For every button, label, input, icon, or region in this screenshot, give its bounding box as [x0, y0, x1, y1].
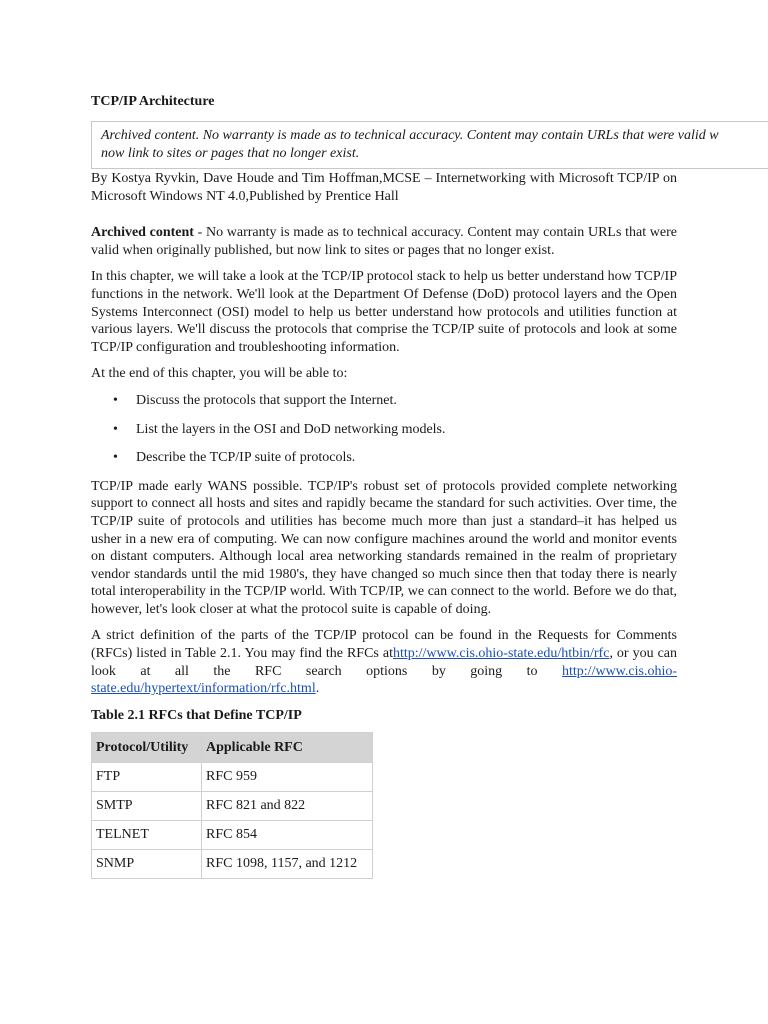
rfc-text-3: .: [315, 681, 320, 697]
page-title: TCP/IP Architecture: [91, 94, 215, 109]
rfc-text-2: , or you can look at all the RFC search options by going to: [91, 646, 678, 679]
list-item: • Describe the TCP/IP suite of protocols.: [91, 449, 677, 467]
archive-notice-line1: Archived content. No warranty is made as to technical accuracy. Content may contain URLs that were valid w: [101, 128, 719, 143]
table-header-row: [92, 733, 373, 763]
rfc-link-hypertext[interactable]: http://www.cis.ohio-state.edu/hypertext/information/rfc.html: [91, 663, 677, 697]
archived-content-text: - No warranty is made as to technical accuracy. Content may contain URLs that were valid when originally published, but now link to sites or pages that no longer exist.: [91, 225, 677, 258]
protocol-cell: SNMP: [92, 850, 202, 879]
archived-content-paragraph: [91, 224, 677, 259]
rfc-cell: RFC 821 and 822: [202, 792, 373, 821]
rfc-cell: RFC 959: [202, 763, 373, 792]
protocol-cell: SMTP: [92, 792, 202, 821]
archive-notice-text: [101, 127, 768, 163]
list-item: • Discuss the protocols that support the Internet.: [91, 392, 677, 410]
table-row: [92, 763, 373, 792]
protocol-cell: TELNET: [92, 821, 202, 850]
protocol-cell: FTP: [92, 763, 202, 792]
column-header-protocol: Protocol/Utility: [92, 733, 202, 763]
byline: By Kostya Ryvkin, Dave Houde and Tim Hoffman,MCSE – Internetworking with Microsoft TCP/IP on Microsoft Windows NT 4.0,Published by Prentice Hall: [91, 171, 677, 204]
rfc-cell: RFC 1098, 1157, and 1212: [202, 850, 373, 879]
rfc-paragraph: [91, 627, 677, 697]
archive-notice-line2: now link to sites or pages that no longer exist.: [101, 146, 360, 161]
table-row: [92, 821, 373, 850]
table-row: [92, 792, 373, 821]
objectives-list: [91, 392, 677, 467]
wans-paragraph: TCP/IP made early WANS possible. TCP/IP's robust set of protocols provided complete networking support to connect all hosts and sites and rapidly became the standard for such activities. Over time, the TCP/IP suite of protocols and utilities has become much more than just a standard–it has helped us usher in a new era of computing. We can now configure machines around the world and monitor events on distant computers. Although local area networking standards remained in the realm of proprietary vendor standards until the mid 1980's, they have changed so much since then that today there is nearly total interoperability in the TCP/IP world. With TCP/IP, we can connect to the world. Before we do that, however, let's look closer at what the protocol suite is capable of doing.: [91, 478, 677, 617]
rfc-link-htbin[interactable]: http://www.cis.ohio-state.edu/htbin/rfc: [392, 646, 610, 662]
rfc-text-1: A strict definition of the parts of the TCP/IP protocol can be found in the Requests for Comments (RFCs) listed in Table 2.1. You may find the RFCs at: [91, 628, 677, 662]
table-caption: Table 2.1 RFCs that Define TCP/IP: [91, 707, 302, 723]
objectives-intro: At the end of this chapter, you will be able to:: [91, 366, 348, 382]
rfc-table: [91, 732, 373, 879]
archived-content-label: Archived content: [91, 225, 194, 241]
article-body: [91, 170, 677, 879]
list-item: • List the layers in the OSI and DoD networking models.: [91, 421, 677, 439]
column-header-rfc: Applicable RFC: [202, 733, 373, 763]
table-row: [92, 850, 373, 879]
rfc-cell: RFC 854: [202, 821, 373, 850]
archive-notice-box: [91, 121, 768, 169]
intro-paragraph: In this chapter, we will take a look at the TCP/IP protocol stack to help us better understand how TCP/IP functions in the network. We'll look at the Department Of Defense (DoD) protocol layers and the Open Systems Interconnect (OSI) model to help us better understand how protocols and utilities function at various layers. We'll discuss the protocols that comprise the TCP/IP suite of protocols and look at some TCP/IP configuration and troubleshooting information.: [91, 269, 677, 355]
